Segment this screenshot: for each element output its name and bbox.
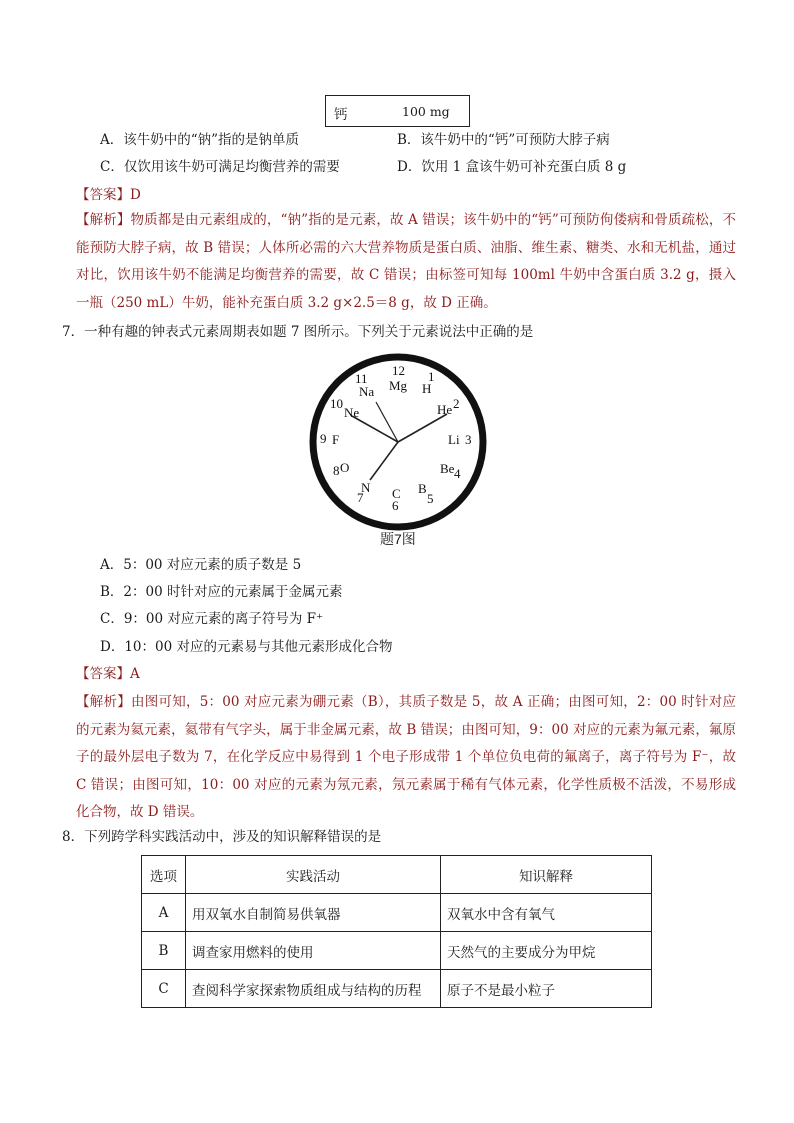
- table-row: [142, 894, 652, 932]
- analysis-tag: 【解析】: [76, 694, 131, 710]
- clock-symbol-f: F: [332, 432, 340, 447]
- q7-option-b: B．2：00 时针对应的元素属于金属元素: [100, 584, 343, 600]
- clock-symbol-mg: Mg: [389, 378, 408, 393]
- header-explanation: 知识解释: [441, 856, 652, 894]
- analysis-text: 由图可知，5：00 对应元素为硼元素（B），其质子数是 5，故 A 正确；由图可知，2：00 时针对应的元素为氦元素，氦带有气字头，属于非金属元素，故 B 错误；由图可知，9：00 对应的元素为氟元素，氟原子的最外层电子数为 7，在化学反应中易得到 1 个电子形成带 1 个单位负电荷的氟离子，离子符号为 F⁻，故 C 错误；由图可知，10：00 对应的元素为氖元素，氖元素属于稀有气体元素，化学性质极不活泼，不易形成化合物，故 D 错误。: [76, 694, 737, 820]
- clock-number-3: 3: [465, 432, 472, 447]
- clock-symbol-ne: Ne: [344, 405, 360, 420]
- clock-number-6: 6: [392, 498, 399, 513]
- q8-table: [141, 855, 652, 1008]
- answer-value: A: [130, 666, 140, 682]
- analysis-tag: 【解析】: [76, 212, 131, 228]
- answer-tag: 【答案】: [76, 666, 130, 682]
- clock-symbol-be: Be: [440, 461, 455, 476]
- row-explanation: 双氧水中含有氧气: [441, 894, 652, 932]
- clock-number-11: 11: [355, 371, 368, 386]
- q8-stem: 8．下列跨学科实践活动中，涉及的知识解释错误的是: [62, 829, 382, 845]
- table-header-row: [142, 856, 652, 894]
- clock-number-7: 7: [357, 490, 364, 505]
- clock-number-4: 4: [454, 466, 461, 481]
- nutrition-table-row: [325, 95, 470, 127]
- table-row: [142, 932, 652, 970]
- clock-number-12: 12: [392, 363, 405, 378]
- row-option: C: [142, 970, 186, 1008]
- clock-symbol-he: He: [437, 402, 453, 417]
- q6-answer: [76, 185, 141, 205]
- q7-option-d: D．10：00 对应的元素易与其他元素形成化合物: [100, 639, 393, 655]
- clock-symbol-h: H: [422, 381, 432, 396]
- clock-number-5: 5: [427, 491, 434, 506]
- clock-symbol-c: C: [392, 486, 401, 501]
- answer-tag: 【答案】: [76, 187, 130, 203]
- row-option: A: [142, 894, 186, 932]
- clock-number-8: 8: [333, 463, 340, 478]
- clock-symbol-o: O: [340, 460, 350, 475]
- analysis-text: 物质都是由元素组成的，“钠”指的是元素，故 A 错误；该牛奶中的“钙”可预防佝偻病和骨质疏松，不能预防大脖子病，故 B 错误；人体所必需的六大营养物质是蛋白质、油脂、维生素、糖类、水和无机盐，通过对比，饮用该牛奶不能满足均衡营养的需要，故 C 错误；由标签可知每 100ml 牛奶中含蛋白质 3.2 g，摄入一瓶（250 mL）牛奶，能补充蛋白质 3.2 g×2.5＝8 g，故 D 正确。: [76, 212, 737, 311]
- clock-number-1: 1: [428, 369, 435, 384]
- table-row: [142, 970, 652, 1008]
- q7-option-a: A．5：00 对应元素的质子数是 5: [100, 557, 302, 573]
- row-option: B: [142, 932, 186, 970]
- row-explanation: 原子不是最小粒子: [441, 970, 652, 1008]
- hour-hand: [398, 414, 447, 442]
- clock-number-9: 9: [320, 431, 327, 446]
- header-activity: 实践活动: [186, 856, 441, 894]
- nutrient-value: 100 mg: [402, 104, 450, 119]
- q6-option-d: D．饮用 1 盒该牛奶可补充蛋白质 8 g: [397, 159, 627, 175]
- minute-hand: [370, 442, 398, 480]
- q6-analysis: [76, 207, 736, 317]
- q7-stem: 7．一种有趣的钟表式元素周期表如题 7 图所示。下列关于元素说法中正确的是: [62, 324, 534, 340]
- header-option: 选项: [142, 856, 186, 894]
- clock-symbol-b: B: [418, 481, 427, 496]
- q7-option-c: C．9：00 对应元素的离子符号为 F⁺: [100, 611, 324, 627]
- q6-option-b: B．该牛奶中的“钙”可预防大脖子病: [397, 132, 610, 148]
- clock-symbol-na: Na: [359, 384, 375, 399]
- answer-value: D: [130, 187, 141, 203]
- q7-answer: [76, 664, 140, 684]
- q7-analysis: [76, 689, 736, 827]
- clock-number-10: 10: [330, 396, 343, 411]
- clock-symbol-n: N: [361, 480, 371, 495]
- clock-number-2: 2: [453, 396, 460, 411]
- row-activity: 调查家用燃料的使用: [186, 932, 441, 970]
- q6-option-a: A．该牛奶中的“钠”指的是钠单质: [100, 132, 300, 148]
- nutrient-name: 钙: [334, 107, 348, 123]
- q6-option-c: C．仅饮用该牛奶可满足均衡营养的需要: [100, 159, 340, 175]
- row-activity: 查阅科学家探索物质组成与结构的历程: [186, 970, 441, 1008]
- element-clock-figure: [300, 350, 500, 550]
- figure-caption: 题7图: [380, 531, 416, 547]
- row-explanation: 天然气的主要成分为甲烷: [441, 932, 652, 970]
- row-activity: 用双氧水自制简易供氧器: [186, 894, 441, 932]
- clock-symbol-li: Li: [448, 432, 460, 447]
